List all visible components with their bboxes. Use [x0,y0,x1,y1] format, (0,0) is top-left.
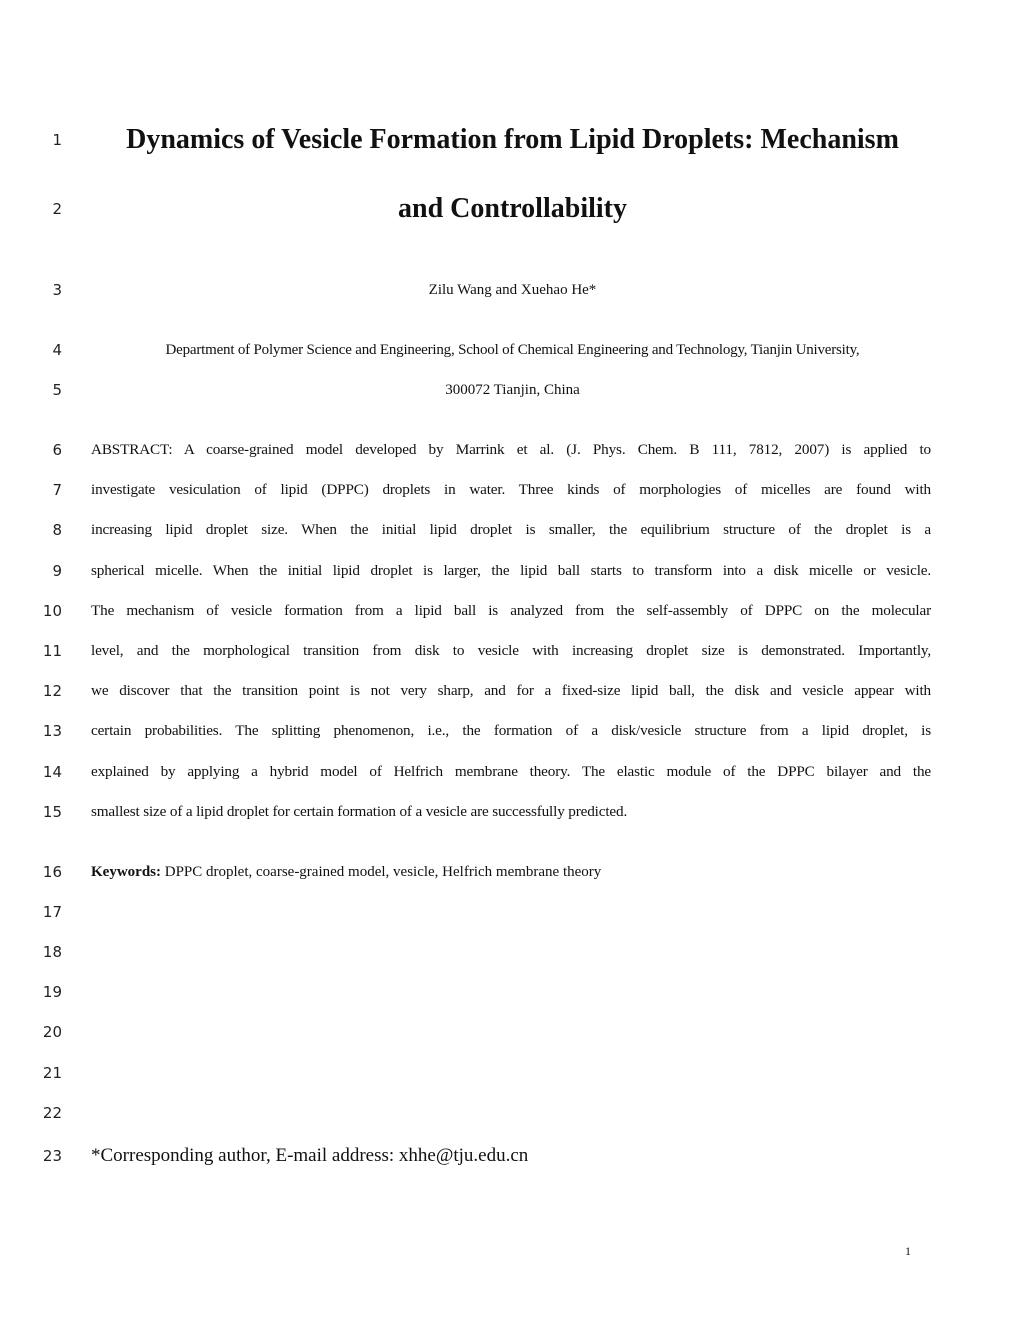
abstract-line: level, and the morphological transition from disk to vesicle with increasing droplet size is demonstrated. Importantly, [91,642,931,659]
line-number: 19 [42,983,62,1001]
line-number: 16 [42,863,62,881]
abstract-line: increasing lipid droplet size. When the initial lipid droplet is smaller, the equilibrium structure of the droplet is a [91,521,931,538]
line-number: 10 [42,602,62,620]
line-number: 21 [42,1064,62,1082]
abstract-line: explained by applying a hybrid model of Helfrich membrane theory. The elastic module of the DPPC bilayer and the [91,763,931,780]
line-number: 22 [42,1104,62,1122]
line-number: 3 [52,281,62,299]
line-number: 14 [42,763,62,781]
abstract-line: ABSTRACT: A coarse-grained model developed by Marrink et al. (J. Phys. Chem. B 111, 7812, 2007) is applied to [91,441,931,458]
line-number: 5 [52,381,62,399]
title-line-1: Dynamics of Vesicle Formation from Lipid Droplets: Mechanism [126,124,899,155]
abstract-line: we discover that the transition point is not very sharp, and for a fixed-size lipid ball, the disk and vesicle appear with [91,682,931,699]
line-number: 17 [42,903,62,921]
line-number: 18 [42,943,62,961]
line-number: 7 [52,481,62,499]
keywords [91,862,601,882]
line-number: 9 [52,562,62,580]
abstract-line: smallest size of a lipid droplet for certain formation of a vesicle are successfully predicted. [91,803,628,820]
abstract-line: The mechanism of vesicle formation from a lipid ball is analyzed from the self-assembly of DPPC on the molecular [91,602,931,619]
line-number: 8 [52,521,62,539]
page-number: 1 [905,1244,911,1258]
abstract-line: spherical micelle. When the initial lipid droplet is larger, the lipid ball starts to transform into a disk micelle or vesicle. [91,562,931,579]
line-number: 4 [52,341,62,359]
authors: Zilu Wang and Xuehao He* [428,282,597,298]
line-number: 1 [52,131,62,149]
abstract-line: certain probabilities. The splitting phenomenon, i.e., the formation of a disk/vesicle structure from a lipid droplet, is [91,722,931,739]
line-number: 23 [42,1147,62,1165]
affiliation-line-1: Department of Polymer Science and Engineering, School of Chemical Engineering and Technology, Tianjin University, [165,342,860,358]
line-number: 20 [42,1023,62,1041]
line-number: 11 [42,642,62,660]
affiliation-line-2: 300072 Tianjin, China [445,382,580,398]
line-number: 12 [42,682,62,700]
title-line-2: and Controllability [398,193,627,224]
abstract-line: investigate vesiculation of lipid (DPPC) droplets in water. Three kinds of morphologies of micelles are found with [91,481,931,498]
line-number: 6 [52,441,62,459]
keywords-text: DPPC droplet, coarse-grained model, vesicle, Helfrich membrane theory [161,864,602,880]
keywords-label: Keywords: [91,864,161,880]
line-number: 15 [42,803,62,821]
corresponding-author: *Corresponding author, E-mail address: xhhe@tju.edu.cn [91,1145,529,1166]
line-number: 2 [52,200,62,218]
line-number: 13 [42,722,62,740]
